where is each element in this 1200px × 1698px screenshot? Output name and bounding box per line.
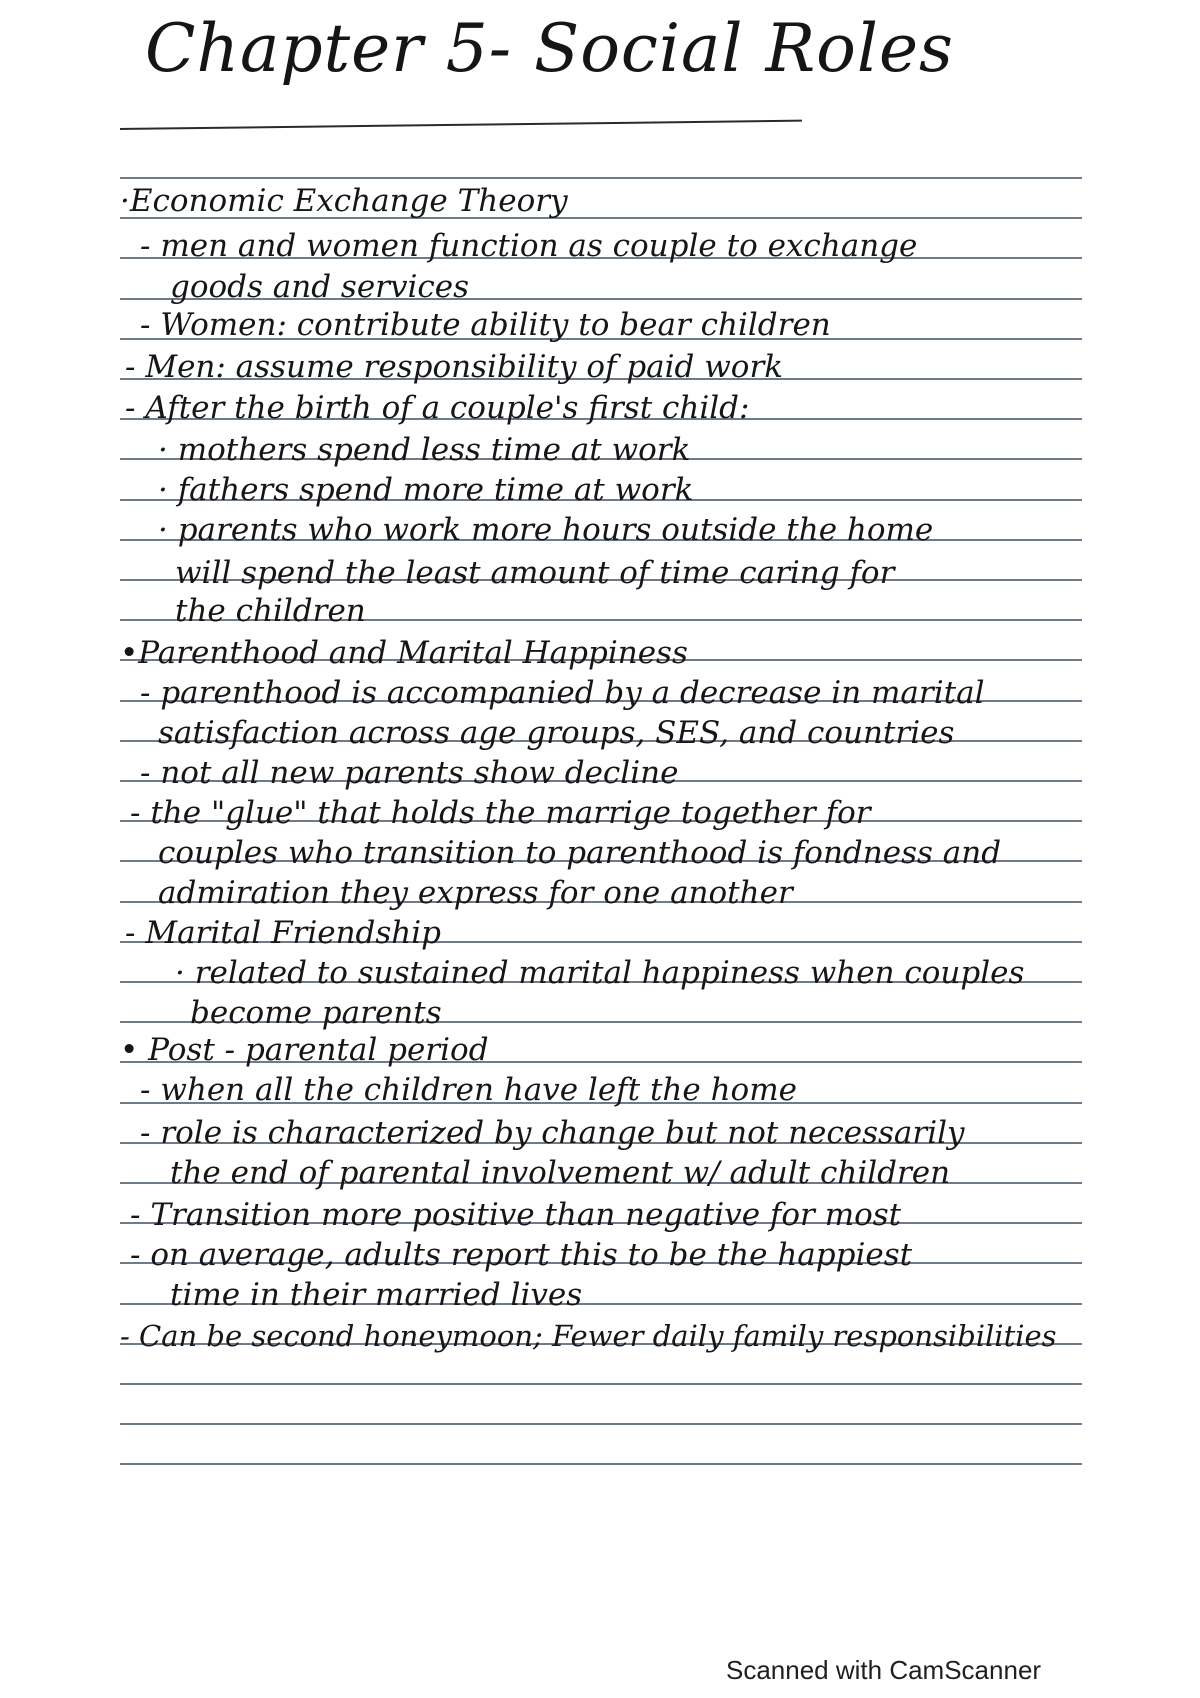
note-line: admiration they express for one another [158,875,793,911]
note-line: goods and services [170,269,470,305]
note-line: · parents who work more hours outside the home [158,512,934,548]
note-line: - Women: contribute ability to bear children [140,307,831,343]
note-line: time in their married lives [170,1277,583,1313]
note-line: - Marital Friendship [125,915,442,951]
note-line: •Parenthood and Marital Happiness [120,635,688,671]
ruled-line [120,1463,1082,1465]
note-line: - Can be second honeymoon; Fewer daily family responsibilities [120,1319,1057,1353]
note-line: become parents [190,995,442,1031]
ruled-line [120,1383,1082,1385]
note-line: the end of parental involvement w/ adult children [170,1155,951,1191]
note-line: - men and women function as couple to exchange [140,228,918,264]
note-line: - Transition more positive than negative for most [130,1197,902,1233]
title-underline [120,120,802,130]
note-line: • Post - parental period [120,1032,489,1068]
note-line: - on average, adults report this to be the happiest [130,1237,913,1273]
note-line: · mothers spend less time at work [158,432,691,468]
note-line: - parenthood is accompanied by a decrease in marital [140,675,985,711]
ruled-line [120,177,1082,179]
note-line: the children [175,593,366,629]
note-line: - role is characterized by change but not necessarily [140,1115,965,1151]
note-line: couples who transition to parenthood is fondness and [158,835,1002,871]
note-line: - Men: assume responsibility of paid work [125,349,784,385]
ruled-line [120,1423,1082,1425]
scanner-watermark: Scanned with CamScanner [726,1655,1042,1685]
note-line: - the "glue" that holds the marrige together for [130,795,871,831]
note-line: - After the birth of a couple's first child: [125,390,750,426]
note-line: satisfaction across age groups, SES, and countries [158,715,955,751]
note-line: - not all new parents show decline [140,755,679,791]
note-line: will spend the least amount of time caring for [175,555,895,591]
note-line: · fathers spend more time at work [158,472,694,508]
note-line: · related to sustained marital happiness when couples [175,955,1025,991]
page-title: Chapter 5- Social Roles [145,10,954,87]
note-line: - when all the children have left the home [140,1072,797,1108]
note-line: ·Economic Exchange Theory [120,183,568,219]
